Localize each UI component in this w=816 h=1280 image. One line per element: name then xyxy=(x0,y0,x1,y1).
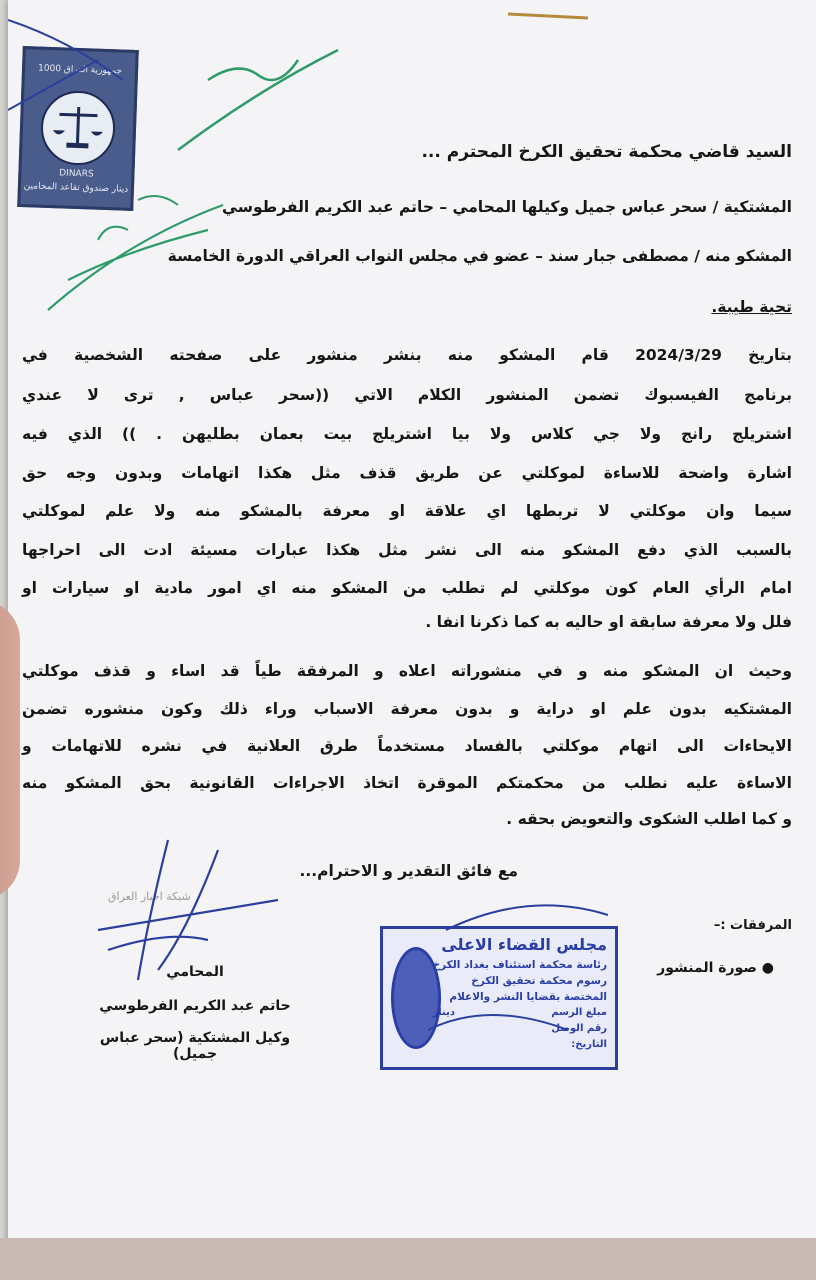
body-line: برنامج الفيسبوك تضمن المنشور الكلام الاتي ((سحر عباس , ترى لا عندي xyxy=(22,386,792,404)
signature-block xyxy=(80,964,310,1062)
court-stamp-line3: رسوم محكمة تحقيق الكرخ xyxy=(471,975,607,987)
bullet-icon: ● xyxy=(756,960,774,976)
attachment-item-label: صورة المنشور xyxy=(657,960,757,976)
court-stamp-line5: مبلغ الرسم xyxy=(551,1007,607,1018)
signature-role: وكيل المشتكية (سحر عباس جميل) xyxy=(99,1030,291,1062)
attachment-item xyxy=(657,960,774,976)
court-stamp-line7: التاريخ: xyxy=(571,1039,607,1050)
body-line: اشتريلج رانج ولا جي كلاس ولا بيا اشتريلج بيت بعمان بطليهن . )) الذي فيه xyxy=(22,425,792,443)
scales-of-justice-icon xyxy=(40,90,117,167)
revenue-stamp-code: DINARS xyxy=(59,168,94,180)
body-line: بتاريخ 2024/3/29 قام المشكو منه بنشر منشور على صفحته الشخصية في xyxy=(22,346,793,364)
court-stamp-line2: رئاسة محكمة استئناف بغداد الكرخ xyxy=(432,959,607,971)
plaintiff-line: المشتكية / سحر عباس جميل وكيلها المحامي – حاتم عبد الكريم الفرطوسي xyxy=(222,198,792,216)
revenue-stamp xyxy=(17,46,139,211)
body-line: وحيث ان المشكو منه و في منشوراته اعلاه و المرفقة طياً قد اساء و قذف موكلتي xyxy=(22,662,792,680)
court-stamp-currency: دينار xyxy=(432,1007,455,1018)
court-stamp-line6: رقم الوصل xyxy=(551,1023,607,1034)
finger-edge xyxy=(0,600,20,900)
document-page xyxy=(8,0,816,1260)
closing: مع فائق التقدير و الاحترام... xyxy=(299,862,518,880)
body-line: و كما اطلب الشكوى والتعويض بحقه . xyxy=(506,810,792,828)
signature-title: المحامي xyxy=(166,964,224,980)
body-line: بالسبب الذي دفع المشكو منه الى نشر مثل هكذا عبارات مسيئة ادت الى احراجها xyxy=(22,541,792,559)
revenue-stamp-bottom: دينار صندوق تقاعد المحامين xyxy=(23,181,129,195)
body-line: المشتكيه بدون علم او دراية و بدون معرفة الاسباب وراء ذلك وكون منشوره تضمن xyxy=(22,700,792,718)
court-fee-stamp xyxy=(380,926,618,1070)
greeting: تحية طيبة. xyxy=(711,298,792,316)
body-line: امام الرأي العام كون موكلتي لم تطلب من المشكو منه اي امور مادية او سيارات او xyxy=(22,579,792,597)
revenue-stamp-top: 1000 جمهورية العراق xyxy=(37,63,123,77)
court-stamp-line1: مجلس القضاء الاعلى xyxy=(441,935,607,954)
background-surface xyxy=(0,1238,816,1280)
court-stamp-line4: المختصة بقضايا النشر والاعلام xyxy=(449,991,607,1003)
body-line: الاساءة عليه نطلب من محكمتكم الموقرة اتخاذ الاجراءات القانونية بحق المشكو منه xyxy=(22,774,792,792)
body-line: سيما وان موكلتي لا تربطها اي علاقة او معرفة بالمشكو منه ولا علم لموكلتي xyxy=(22,502,792,520)
watermark: شبكة اخبار العراق xyxy=(108,890,191,903)
signature-name: حاتم عبد الكريم الفرطوسي xyxy=(99,998,291,1014)
body-line: اشارة واضحة للاساءة لموكلتي عن طريق قذف مثل هكذا اتهامات وبدون وجه حق xyxy=(22,464,792,482)
body-line: الايحاءات الى اتهام موكلتي بالفساد مستخدماً طرق العلانية في نشره للاتهامات و xyxy=(22,737,792,755)
body-line: فلل ولا معرفة سابقة او حاليه به كما ذكرنا انفا . xyxy=(425,613,792,631)
addressee: السيد قاضي محكمة تحقيق الكرخ المحترم ... xyxy=(421,142,792,162)
defendant-line: المشكو منه / مصطفى جبار سند – عضو في مجلس النواب العراقي الدورة الخامسة xyxy=(167,247,792,265)
attachments-label: المرفقات :– xyxy=(713,918,792,933)
